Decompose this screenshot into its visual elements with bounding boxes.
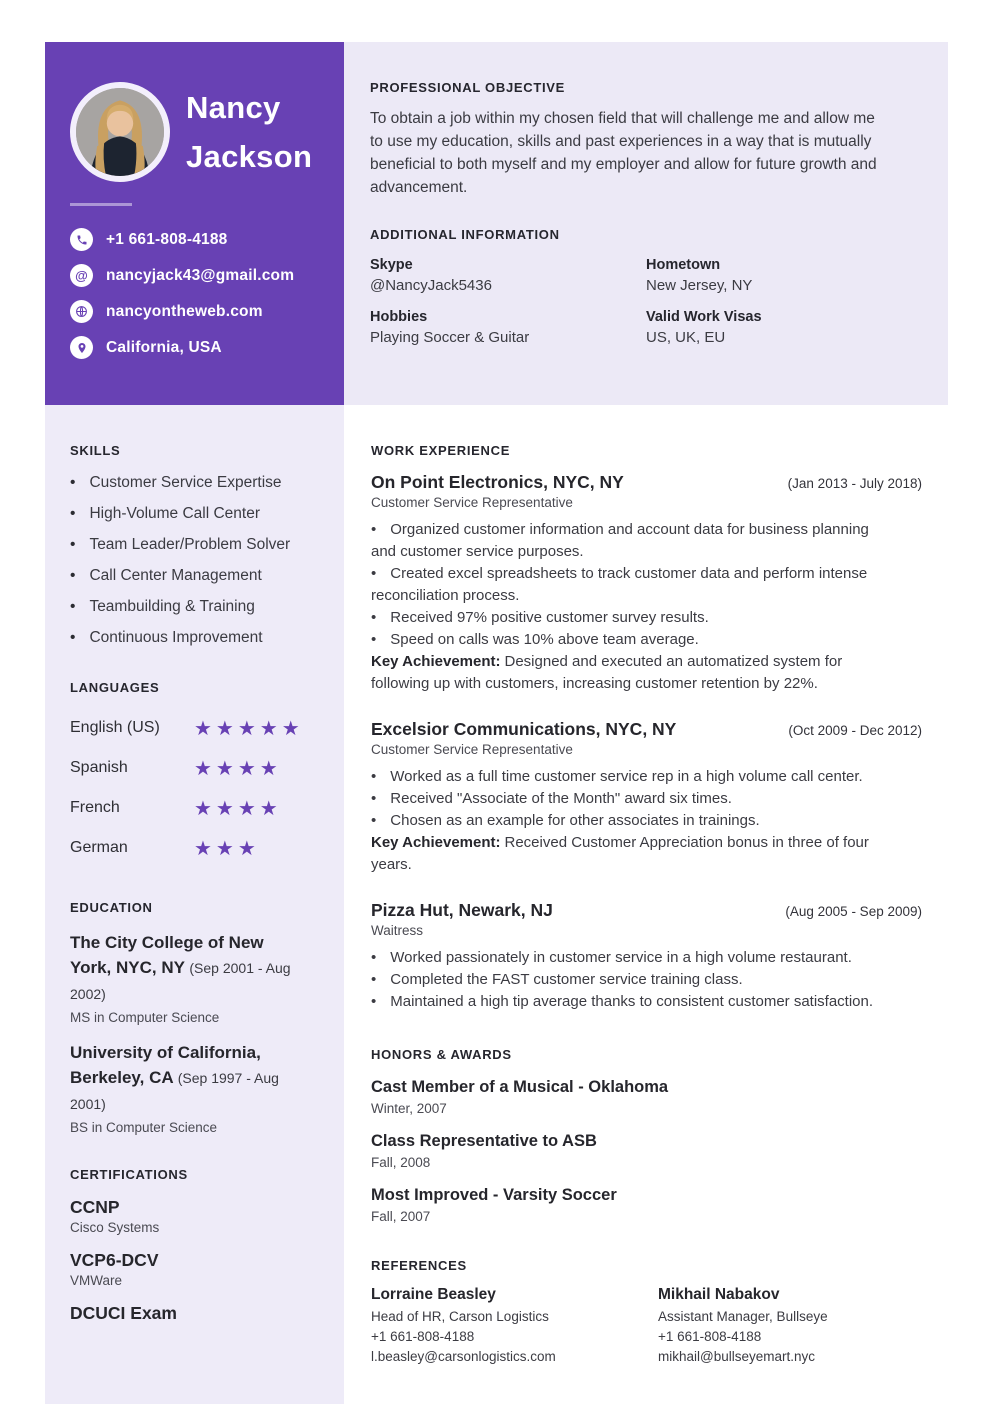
job-bullet [371, 766, 876, 788]
globe-icon [70, 300, 93, 323]
resume-header [45, 42, 948, 405]
job-bullet [371, 947, 876, 969]
bullet-text: Chosen as an example for other associates in trainings. [390, 812, 760, 829]
certification-org: VMWare [70, 1273, 123, 1288]
job-bullet-list [371, 519, 876, 695]
skills-section-title: SKILLS [70, 443, 121, 458]
languages-section-title: LANGUAGES [70, 680, 160, 695]
job-role: Waitress [371, 923, 424, 938]
job-entry [371, 472, 922, 695]
school-name: The City College of New York, NYC, NY [70, 933, 264, 977]
additional-info-grid [370, 257, 922, 346]
degree-name: BS in Computer Science [70, 1120, 218, 1135]
bullet-text: Speed on calls was 10% above team average. [390, 631, 699, 648]
reference-phone: +1 661-808-4188 [658, 1329, 762, 1344]
addl-label: Skype [370, 257, 413, 273]
certifications-section-title: CERTIFICATIONS [70, 1167, 188, 1182]
bullet-marker: • [70, 536, 76, 553]
name-last: Jackson [186, 139, 313, 174]
addl-label: Valid Work Visas [646, 309, 762, 325]
bullet-text: Organized customer information and account data for business planning and customer service purposes. [371, 521, 869, 560]
references-section-title: REFERENCES [371, 1258, 467, 1273]
location-text: California, USA [106, 338, 222, 356]
job-role: Customer Service Representative [371, 742, 573, 757]
bullet-marker: • [371, 993, 377, 1010]
degree-name: MS in Computer Science [70, 1010, 220, 1025]
main-column [344, 405, 948, 1404]
job-bullet [371, 629, 876, 651]
skill-item [70, 566, 324, 586]
sidebar [45, 405, 344, 1404]
addl-item-visas [646, 309, 922, 346]
job-company: Pizza Hut, Newark, NJ [371, 900, 553, 920]
star-rating: ★★★ [194, 837, 260, 860]
honor-title: Class Representative to ASB [371, 1132, 597, 1150]
bullet-marker: • [371, 812, 377, 829]
certification-item [70, 1197, 324, 1235]
key-achievement [371, 832, 876, 876]
education-title-line [70, 1040, 307, 1117]
additional-info-title: ADDITIONAL INFORMATION [370, 227, 560, 242]
reference-card [658, 1286, 922, 1364]
header-divider [70, 203, 132, 206]
person-portrait-illustration [76, 88, 164, 176]
addl-value: @NancyJack5436 [370, 277, 492, 294]
name-first: Nancy [186, 90, 281, 125]
reference-email[interactable]: l.beasley@carsonlogistics.com [371, 1349, 556, 1364]
honor-item [371, 1078, 922, 1116]
certification-name: DCUCI Exam [70, 1303, 177, 1323]
job-dates: (Oct 2009 - Dec 2012) [788, 723, 922, 738]
bullet-marker: • [70, 598, 76, 615]
skill-label: High-Volume Call Center [89, 505, 261, 522]
job-header [371, 900, 922, 921]
key-achievement-text: Received Customer Appreciation bonus in three of four years. [371, 834, 869, 873]
key-achievement-text: Designed and executed an automatized system for following up with customers, increasing customer retention by 22%. [371, 653, 843, 692]
job-bullet [371, 810, 876, 832]
language-row [70, 708, 324, 748]
education-section-title: EDUCATION [70, 900, 153, 915]
honor-title: Most Improved - Varsity Soccer [371, 1186, 617, 1204]
certification-name: CCNP [70, 1197, 120, 1217]
reference-phone: +1 661-808-4188 [371, 1329, 475, 1344]
bullet-text: Received 97% positive customer survey results. [390, 609, 709, 626]
star-rating: ★★★★★ [194, 717, 304, 740]
job-company: Excelsior Communications, NYC, NY [371, 719, 677, 739]
skills-list [70, 473, 324, 648]
bullet-marker: • [371, 609, 377, 626]
skill-item [70, 504, 324, 524]
key-achievement-label: Key Achievement: [371, 653, 501, 670]
addl-label: Hobbies [370, 309, 428, 325]
school-name: University of California, Berkeley, CA [70, 1043, 261, 1087]
bullet-text: Created excel spreadsheets to track customer data and perform intense reconciliation process. [371, 565, 868, 604]
work-section-title: WORK EXPERIENCE [371, 443, 511, 458]
resume-body [45, 405, 948, 1404]
education-title-line [70, 930, 307, 1007]
job-bullet [371, 519, 876, 563]
reference-role: Head of HR, Carson Logistics [371, 1309, 549, 1324]
education-item [70, 1040, 324, 1135]
skill-label: Teambuilding & Training [89, 598, 255, 615]
bullet-text: Worked as a full time customer service rep in a high volume call center. [390, 768, 863, 785]
certification-org: Cisco Systems [70, 1220, 160, 1235]
profile-photo [70, 82, 170, 182]
language-name: French [70, 799, 120, 816]
candidate-name [186, 83, 312, 181]
bullet-marker: • [371, 790, 377, 807]
job-role: Customer Service Representative [371, 495, 573, 510]
addl-item-hometown [646, 257, 922, 294]
job-bullet-list [371, 766, 876, 876]
addl-value: Playing Soccer & Guitar [370, 329, 530, 346]
skill-label: Call Center Management [89, 567, 262, 584]
contact-location [70, 336, 328, 359]
addl-value: US, UK, EU [646, 329, 726, 346]
contact-phone[interactable] [70, 228, 328, 251]
language-name: English (US) [70, 719, 160, 736]
certification-item [70, 1250, 324, 1288]
skill-item [70, 535, 324, 555]
website-url: nancyontheweb.com [106, 302, 263, 320]
additional-info-section [370, 227, 922, 346]
bullet-marker: • [70, 629, 76, 646]
header-identity-panel [45, 42, 344, 405]
job-bullet [371, 563, 876, 607]
resume-document [45, 42, 948, 1404]
honor-date: Fall, 2008 [371, 1155, 431, 1170]
honor-item [371, 1186, 922, 1224]
location-pin-icon [70, 336, 93, 359]
bullet-text: Worked passionately in customer service in a high volume restaurant. [390, 949, 852, 966]
bullet-marker: • [371, 565, 377, 582]
bullet-marker: • [70, 505, 76, 522]
job-dates: (Aug 2005 - Sep 2009) [785, 904, 922, 919]
skill-label: Continuous Improvement [89, 629, 263, 646]
job-company: On Point Electronics, NYC, NY [371, 472, 624, 492]
star-rating: ★★★★ [194, 797, 282, 820]
language-name: German [70, 839, 128, 856]
language-row [70, 828, 324, 868]
certification-item [70, 1303, 324, 1324]
bullet-marker: • [70, 474, 76, 491]
contact-website[interactable] [70, 300, 328, 323]
honor-item [371, 1132, 922, 1170]
reference-name: Lorraine Beasley [371, 1286, 496, 1303]
job-entry [371, 900, 922, 1013]
objective-text: To obtain a job within my chosen field that will challenge me and allow me to use my education, skills and past experiences in a way that is mutually beneficial to both myself and my employer and allow for future growth and advancement. [370, 110, 877, 196]
bullet-marker: • [371, 631, 377, 648]
reference-email[interactable]: mikhail@bullseyemart.nyc [658, 1349, 816, 1364]
reference-name: Mikhail Nabakov [658, 1286, 780, 1303]
language-name: Spanish [70, 759, 128, 776]
key-achievement-label: Key Achievement: [371, 834, 501, 851]
bullet-marker: • [371, 521, 377, 538]
phone-number: +1 661-808-4188 [106, 230, 228, 248]
reference-role: Assistant Manager, Bullseye [658, 1309, 828, 1324]
bullet-text: Maintained a high tip average thanks to consistent customer satisfaction. [390, 993, 874, 1010]
bullet-text: Completed the FAST customer service training class. [390, 971, 743, 988]
honor-title: Cast Member of a Musical - Oklahoma [371, 1078, 669, 1096]
job-bullet [371, 788, 876, 810]
education-dates: (Sep 1997 - Aug 2001) [70, 1070, 279, 1112]
job-header [371, 472, 922, 493]
addl-value: New Jersey, NY [646, 277, 753, 294]
profile-block [70, 82, 328, 182]
certification-name: VCP6-DCV [70, 1250, 159, 1270]
phone-icon [70, 228, 93, 251]
job-bullet [371, 607, 876, 629]
skill-label: Team Leader/Problem Solver [89, 536, 291, 553]
skill-item [70, 597, 324, 617]
reference-card [371, 1286, 658, 1364]
bullet-marker: • [371, 971, 377, 988]
bullet-marker: • [70, 567, 76, 584]
job-header [371, 719, 922, 740]
at-icon: @ [70, 264, 93, 287]
addl-item-hobbies [370, 309, 646, 346]
job-dates: (Jan 2013 - July 2018) [787, 476, 922, 491]
key-achievement [371, 651, 876, 695]
bullet-marker: • [371, 768, 377, 785]
job-bullet-list [371, 947, 876, 1013]
bullet-text: Received "Associate of the Month" award six times. [390, 790, 732, 807]
job-bullet [371, 969, 876, 991]
language-row [70, 748, 324, 788]
language-row [70, 788, 324, 828]
star-rating: ★★★★ [194, 757, 282, 780]
languages-list [70, 708, 324, 868]
skill-item [70, 628, 324, 648]
job-entry [371, 719, 922, 876]
honors-section-title: HONORS & AWARDS [371, 1047, 512, 1062]
education-dates: (Sep 2001 - Aug 2002) [70, 960, 291, 1002]
bullet-marker: • [371, 949, 377, 966]
education-item [70, 930, 324, 1025]
addl-label: Hometown [646, 257, 721, 273]
objective-section-title: PROFESSIONAL OBJECTIVE [370, 80, 566, 95]
header-summary-panel [344, 42, 948, 405]
references-grid [371, 1286, 922, 1364]
contact-email[interactable] [70, 264, 328, 287]
job-bullet [371, 991, 876, 1013]
addl-item-skype [370, 257, 646, 294]
skill-item [70, 473, 324, 493]
skill-label: Customer Service Expertise [89, 474, 282, 491]
honor-date: Winter, 2007 [371, 1101, 447, 1116]
honor-date: Fall, 2007 [371, 1209, 431, 1224]
email-address: nancyjack43@gmail.com [106, 266, 295, 284]
